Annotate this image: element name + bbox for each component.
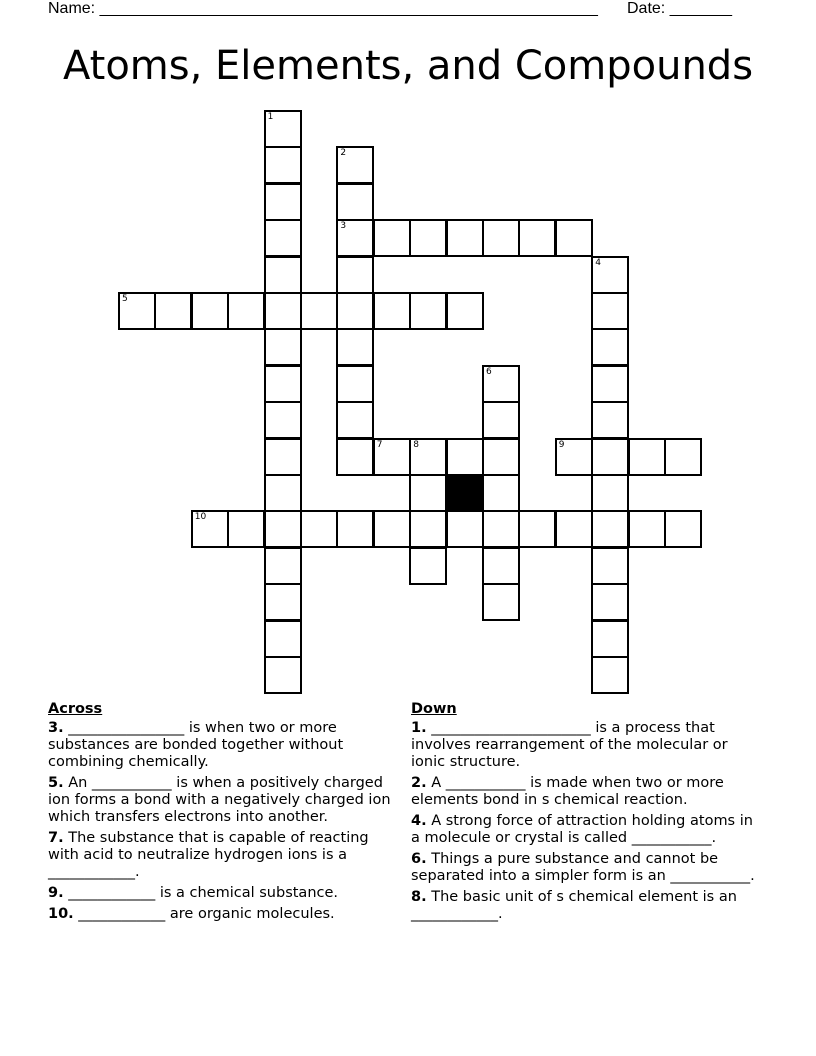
clue-item <box>48 720 393 771</box>
clue-number: 5 <box>122 294 128 304</box>
clue-label: 2. <box>411 775 427 791</box>
across-clue-list <box>48 720 393 923</box>
grid-cell[interactable] <box>409 438 447 476</box>
grid-cell[interactable] <box>264 547 302 585</box>
clue-item <box>48 906 393 923</box>
grid-cell[interactable] <box>446 438 484 476</box>
grid-cell[interactable] <box>446 219 484 257</box>
clue-text: ________________ is when two or more substances are bonded together without combining chemically. <box>48 720 344 770</box>
grid-cell[interactable] <box>591 620 629 658</box>
grid-cell[interactable] <box>591 510 629 548</box>
grid-cell[interactable] <box>518 219 556 257</box>
clue-item <box>411 813 761 847</box>
across-clues <box>48 701 393 927</box>
clue-number: 3 <box>340 221 347 232</box>
grid-cell[interactable] <box>336 292 374 330</box>
clue-text: Things a pure substance and cannot be separated into a simpler form is an ___________. <box>411 851 755 884</box>
grid-cell[interactable] <box>409 219 447 257</box>
grid-cell[interactable] <box>591 438 629 476</box>
clue-label: 7. <box>48 830 64 846</box>
grid-cell[interactable] <box>373 292 411 330</box>
grid-cell[interactable] <box>264 474 302 512</box>
grid-cell[interactable] <box>373 219 411 257</box>
black-cell <box>446 474 484 512</box>
clue-item <box>411 720 761 771</box>
clue-text: ______________________ is a process that involves rearrangement of the molecular or ionic structure. <box>411 720 728 770</box>
clue-label: 1. <box>411 720 427 736</box>
clue-text: ____________ are organic molecules. <box>73 906 335 922</box>
grid-cell[interactable] <box>336 401 374 439</box>
clue-text: The basic unit of s chemical element is an ____________. <box>411 889 737 922</box>
grid-cell[interactable] <box>591 365 629 403</box>
grid-cell[interactable] <box>373 438 411 476</box>
clue-text: An ___________ is when a positively charged ion forms a bond with a negatively charged ion which transfers electrons into another. <box>48 775 391 825</box>
grid-cell[interactable] <box>227 510 265 548</box>
grid-cell[interactable] <box>482 219 520 257</box>
clue-label: 6. <box>411 851 427 867</box>
grid-cell[interactable] <box>264 328 302 366</box>
grid-cell[interactable] <box>591 292 629 330</box>
clue-label: 8. <box>411 889 427 905</box>
grid-cell[interactable] <box>264 183 302 221</box>
clue-number: 4 <box>595 257 601 268</box>
clue-item <box>48 885 393 902</box>
down-clue-list <box>411 720 761 923</box>
clue-label: 9. <box>48 885 64 901</box>
grid-cell[interactable] <box>118 292 156 330</box>
grid-cell[interactable] <box>264 656 302 694</box>
grid-cell[interactable] <box>628 438 666 476</box>
grid-cell[interactable] <box>264 620 302 658</box>
clue-item <box>48 775 393 826</box>
grid-cell[interactable] <box>373 510 411 548</box>
clue-number: 9 <box>558 439 565 450</box>
grid-cell[interactable] <box>264 110 302 148</box>
grid-cell[interactable] <box>154 292 192 330</box>
grid-cell[interactable] <box>555 510 593 548</box>
grid-cell[interactable] <box>227 292 265 330</box>
grid-cell[interactable] <box>336 328 374 366</box>
clue-label: 5. <box>48 775 64 791</box>
page-title: Atoms, Elements, and Compounds <box>62 43 754 89</box>
grid-cell[interactable] <box>482 510 520 548</box>
grid-cell[interactable] <box>591 547 629 585</box>
grid-cell[interactable] <box>409 474 447 512</box>
grid-cell[interactable] <box>264 583 302 621</box>
grid-cell[interactable] <box>336 438 374 476</box>
grid-cell[interactable] <box>409 547 447 585</box>
grid-cell[interactable] <box>591 656 629 694</box>
grid-cell[interactable] <box>482 474 520 512</box>
grid-cell[interactable] <box>264 292 302 330</box>
clue-number: 6 <box>486 366 492 377</box>
grid-cell[interactable] <box>336 146 374 184</box>
grid-cell[interactable] <box>300 510 338 548</box>
grid-cell[interactable] <box>591 256 629 294</box>
grid-cell[interactable] <box>482 401 520 439</box>
clue-item <box>48 830 393 881</box>
grid-cell[interactable] <box>591 401 629 439</box>
clue-item <box>411 775 761 809</box>
grid-cell[interactable] <box>628 510 666 548</box>
grid-cell[interactable] <box>591 583 629 621</box>
grid-cell[interactable] <box>518 510 556 548</box>
grid-cell[interactable] <box>664 510 702 548</box>
grid-cell[interactable] <box>591 328 629 366</box>
name-field[interactable]: Name: ________________________________________________________ <box>48 0 598 17</box>
grid-cell[interactable] <box>446 510 484 548</box>
grid-cell[interactable] <box>336 219 374 257</box>
clue-text: The substance that is capable of reacting with acid to neutralize hydrogen ions is a ____________. <box>48 830 369 880</box>
grid-cell[interactable] <box>191 510 229 548</box>
clue-number: 1 <box>267 112 274 122</box>
clue-text: A strong force of attraction holding atoms in a molecule or crystal is called ___________. <box>411 813 753 846</box>
clue-item <box>411 851 761 885</box>
across-heading: Across <box>48 701 103 717</box>
grid-cell[interactable] <box>191 292 229 330</box>
clue-label: 10. <box>48 906 74 922</box>
grid-cell[interactable] <box>482 438 520 476</box>
clue-number: 2 <box>340 148 347 159</box>
grid-cell[interactable] <box>264 510 302 548</box>
grid-cell[interactable] <box>482 365 520 403</box>
grid-cell[interactable] <box>409 292 447 330</box>
grid-cell[interactable] <box>336 256 374 294</box>
grid-cell[interactable] <box>555 438 593 476</box>
grid-cell[interactable] <box>482 547 520 585</box>
grid-cell[interactable] <box>482 583 520 621</box>
down-heading: Down <box>411 701 457 717</box>
clue-text: ____________ is a chemical substance. <box>63 885 339 901</box>
grid-cell[interactable] <box>264 365 302 403</box>
grid-cell[interactable] <box>591 474 629 512</box>
grid-cell[interactable] <box>264 219 302 257</box>
clue-label: 3. <box>48 720 64 736</box>
clue-number: 8 <box>413 439 419 450</box>
grid-cell[interactable] <box>300 292 338 330</box>
grid-cell[interactable] <box>664 438 702 476</box>
clue-label: 4. <box>411 813 427 829</box>
grid-cell[interactable] <box>264 256 302 294</box>
down-clues <box>411 701 761 927</box>
clue-number: 10 <box>194 512 207 523</box>
grid-cell[interactable] <box>555 219 593 257</box>
grid-cell[interactable] <box>264 146 302 184</box>
grid-cell[interactable] <box>336 183 374 221</box>
grid-cell[interactable] <box>264 438 302 476</box>
grid-cell[interactable] <box>446 292 484 330</box>
clue-text: A ___________ is made when two or more elements bond in s chemical reaction. <box>411 775 724 808</box>
grid-cell[interactable] <box>336 365 374 403</box>
grid-cell[interactable] <box>264 401 302 439</box>
clue-number: 7 <box>376 439 383 450</box>
date-field[interactable]: Date: _______ <box>627 0 732 17</box>
clue-item <box>411 889 761 923</box>
grid-cell[interactable] <box>336 510 374 548</box>
grid-cell[interactable] <box>409 510 447 548</box>
